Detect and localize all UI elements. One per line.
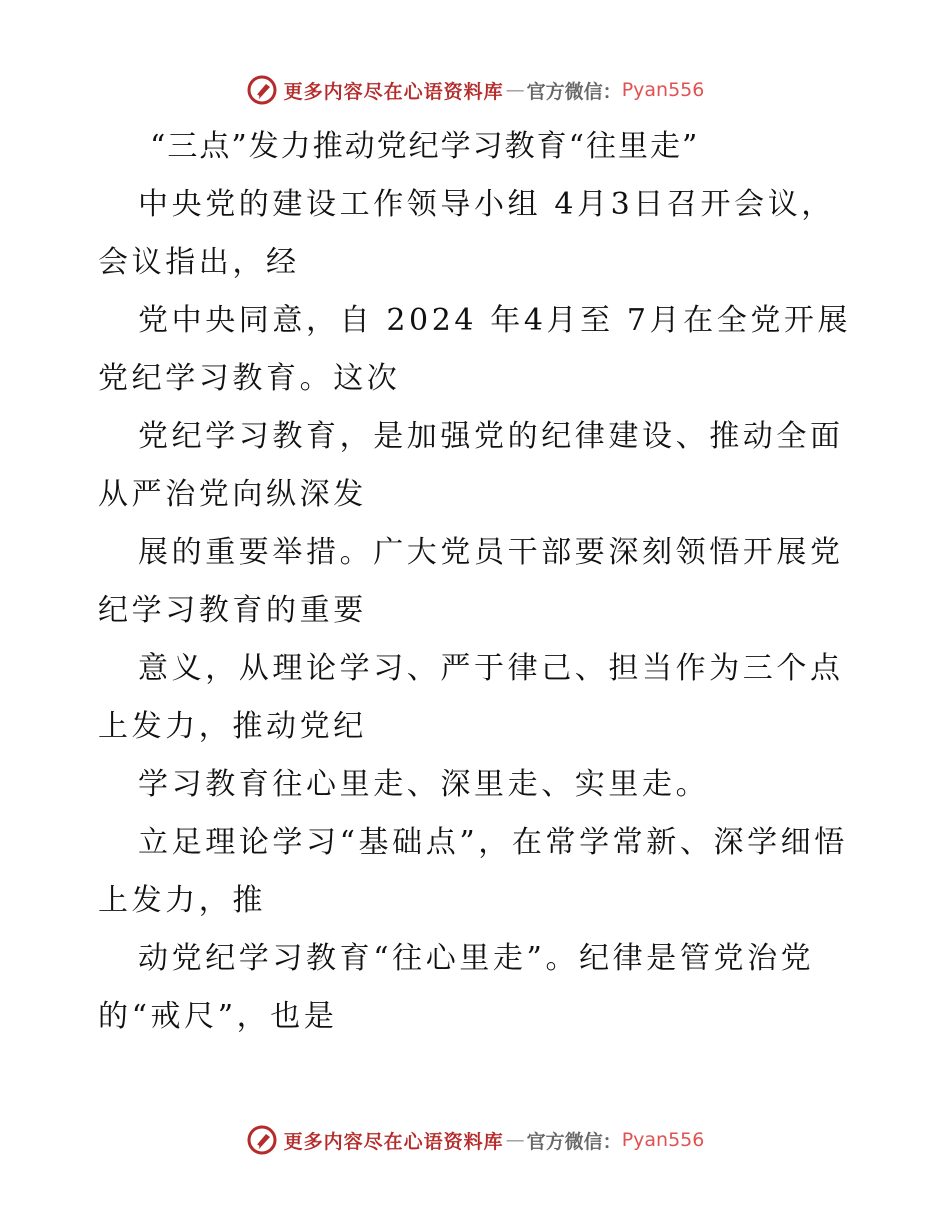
paragraph: 党纪学习教育，是加强党的纪律建设、推动全面从严治党向纵深发 bbox=[98, 419, 844, 512]
paragraph: 立足理论学习“基础点”，在常学常新、深学细悟上发力，推 bbox=[98, 825, 848, 918]
banner-separator: — bbox=[505, 79, 525, 101]
footer-banner bbox=[0, 1120, 950, 1160]
banner-contact-label: 官方微信： bbox=[526, 80, 622, 103]
banner-wechat-id: Pyan556 bbox=[621, 1129, 705, 1151]
paragraph: 意义，从理论学习、严于律己、担当作为三个点上发力，推动党纪 bbox=[98, 651, 844, 744]
banner-contact-label: 官方微信： bbox=[526, 1130, 622, 1153]
paragraph: 学习教育往心里走、深里走、实里走。 bbox=[138, 767, 710, 802]
banner-wechat-id: Pyan556 bbox=[621, 79, 705, 101]
pen-nib-circle-icon bbox=[246, 74, 278, 106]
paragraph: 中央党的建设工作领导小组 4月3日召开会议，会议指出，经 bbox=[98, 187, 835, 280]
banner-separator: — bbox=[505, 1129, 525, 1151]
paragraph: 展的重要举措。广大党员干部要深刻领悟开展党纪学习教育的重要 bbox=[98, 535, 844, 628]
banner-brand: 更多内容尽在心语资料库 bbox=[283, 80, 504, 103]
header-banner bbox=[0, 70, 950, 110]
pen-nib-circle-icon bbox=[246, 1124, 278, 1156]
paragraph: 动党纪学习教育“往心里走”。纪律是管党治党的“戒尺”，也是 bbox=[98, 941, 815, 1034]
document-title: “三点”发力推动党纪学习教育“往里走” bbox=[150, 129, 700, 164]
banner-brand: 更多内容尽在心语资料库 bbox=[283, 1130, 504, 1153]
document-body bbox=[98, 118, 858, 1046]
paragraph: 党中央同意，自 2024 年4月至 7月在全党开展党纪学习教育。这次 bbox=[98, 303, 852, 396]
